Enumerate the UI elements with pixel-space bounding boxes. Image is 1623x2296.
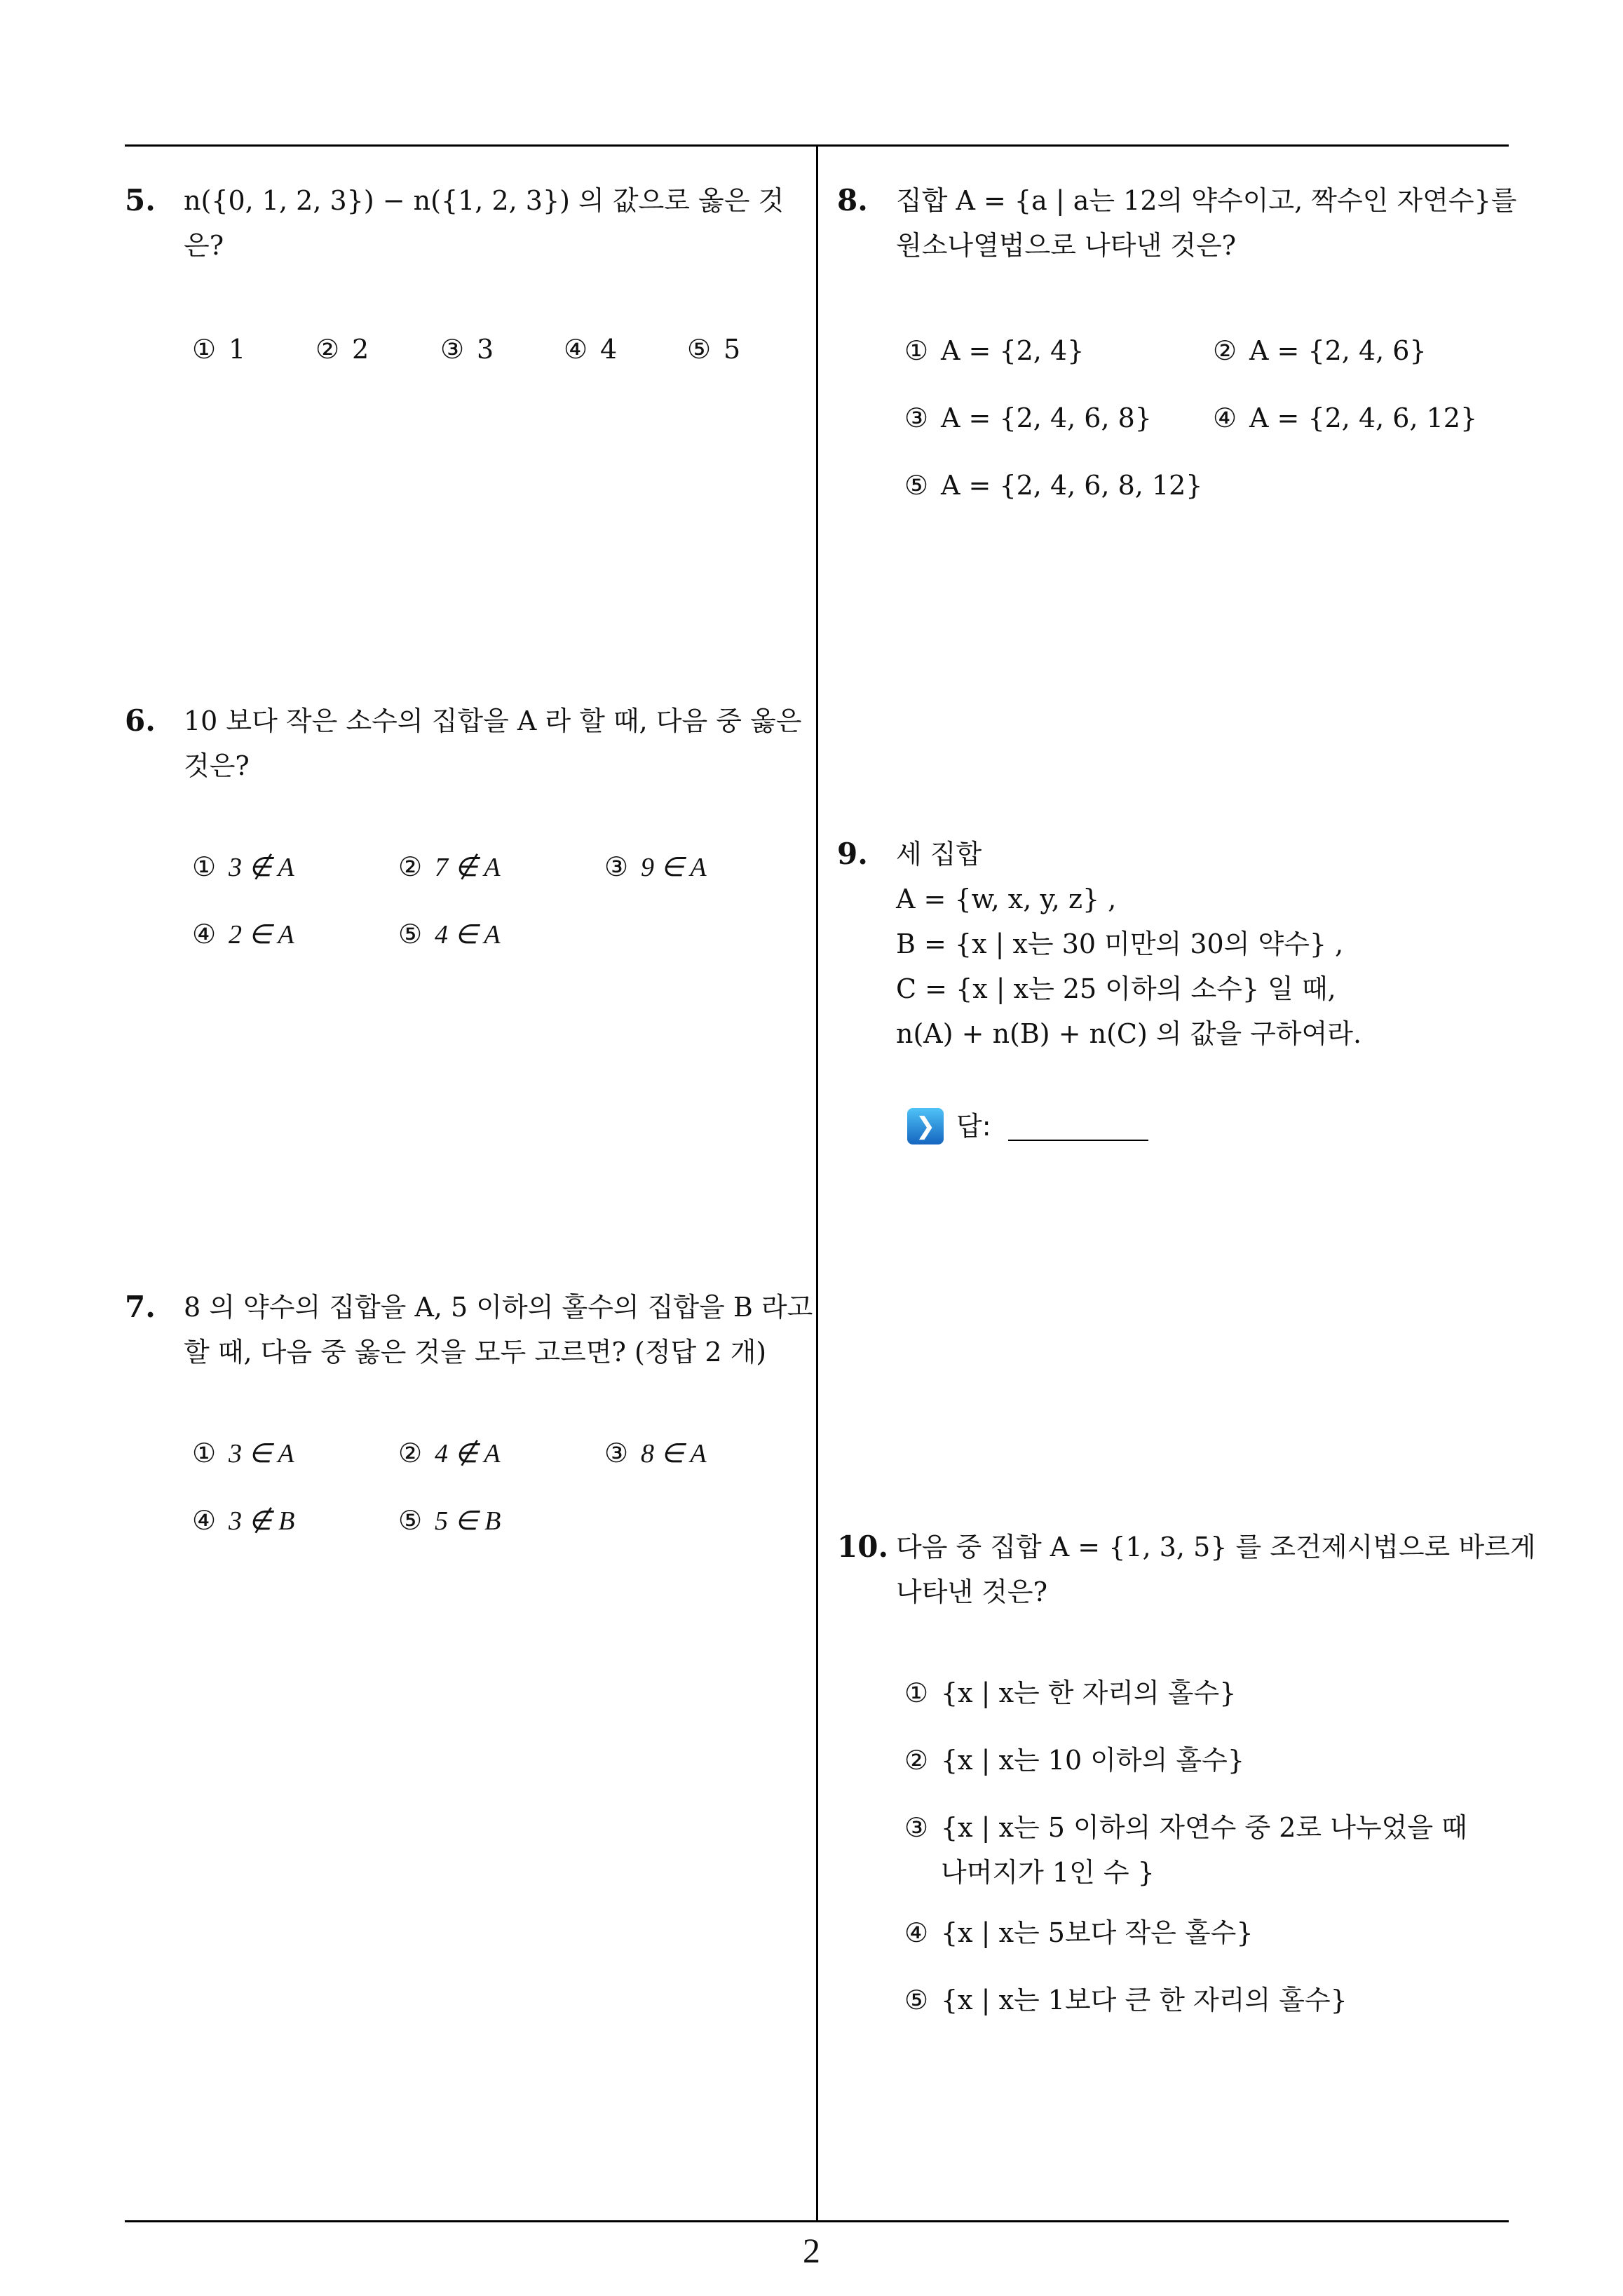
choice-5[interactable] — [398, 1498, 501, 1544]
choice-2[interactable] — [904, 1738, 1244, 1783]
choice-mark: ② — [1213, 335, 1237, 366]
choice-text: 7 ∉ A — [435, 853, 501, 882]
choice-text: 3 ∈ A — [229, 1439, 294, 1468]
choice-mark: ⑤ — [687, 334, 712, 365]
stem-line: 8 의 약수의 집합을 A, 5 이하의 홀수의 집합을 B 라고 — [184, 1292, 813, 1323]
stem-line: n({0, 1, 2, 3}) − n({1, 2, 3}) 의 값으로 옳은 것 — [184, 185, 785, 216]
stem-line: 것은? — [184, 750, 250, 781]
choice-text: 2 — [352, 334, 369, 365]
answer-blank[interactable] — [1008, 1112, 1148, 1141]
choice-5[interactable] — [904, 463, 1203, 508]
choice-text: 1 — [229, 334, 246, 365]
choice-mark: ③ — [440, 334, 465, 365]
choice-text: 2 ∈ A — [229, 920, 294, 950]
choice-3[interactable] — [440, 327, 494, 372]
question-number: 5. — [125, 183, 156, 217]
question-10 — [837, 1525, 1536, 2044]
question-stem — [184, 1285, 813, 1375]
choice-text: 4 — [600, 334, 618, 365]
choice-5[interactable] — [687, 327, 740, 372]
choice-text: A = {2, 4, 6, 12} — [1249, 403, 1478, 433]
choice-2[interactable] — [398, 844, 501, 890]
question-stem — [896, 1525, 1535, 1614]
choice-mark: ④ — [564, 334, 588, 365]
choice-4[interactable] — [564, 327, 617, 372]
column-divider — [816, 144, 818, 2222]
question-stem — [896, 178, 1517, 268]
stem-line: 나타낸 것은? — [896, 1576, 1047, 1607]
choice-mark: ① — [904, 335, 929, 366]
choice-mark: ④ — [192, 919, 217, 950]
question-5 — [125, 178, 812, 365]
stem-line: 할 때, 다음 중 옳은 것을 모두 고르면? (정답 2 개) — [184, 1337, 767, 1368]
answer-row — [907, 1104, 1148, 1149]
question-9 — [837, 832, 1510, 1168]
stem-line: 원소나열법으로 나타낸 것은? — [896, 230, 1237, 261]
question-stem — [184, 698, 802, 788]
choice-text: A = {2, 4, 6} — [1249, 335, 1427, 366]
choice-mark: ① — [192, 334, 217, 365]
choice-text: 3 — [477, 334, 494, 365]
choice-mark: ② — [398, 851, 423, 882]
question-7 — [125, 1285, 812, 1565]
choice-1[interactable] — [192, 327, 245, 372]
choice-mark: ④ — [904, 1917, 929, 1948]
choice-text: 3 ∉ A — [229, 853, 294, 882]
choice-text: 5 — [724, 334, 741, 365]
choice-mark: ③ — [904, 403, 929, 433]
stem-line: A = {w, x, y, z} , — [896, 884, 1117, 914]
choice-1[interactable] — [192, 1431, 294, 1476]
choice-text: A = {2, 4, 6, 8, 12} — [941, 470, 1203, 501]
choice-mark: ② — [315, 334, 340, 365]
choice-3[interactable] — [604, 1431, 707, 1476]
choice-mark: ① — [192, 851, 217, 882]
bottom-rule — [125, 2220, 1509, 2222]
choice-mark: ③ — [604, 851, 629, 882]
choice-mark: ④ — [1213, 403, 1237, 433]
choice-2[interactable] — [315, 327, 369, 372]
choice-1[interactable] — [904, 1670, 1236, 1715]
choice-1[interactable] — [192, 844, 294, 890]
chevron-right-icon: ❯ — [907, 1108, 944, 1144]
choice-text: {x | x는 10 이하의 홀수} — [941, 1745, 1245, 1776]
question-stem — [896, 832, 1361, 1056]
choice-mark: ① — [904, 1677, 929, 1708]
choice-text-continued: 나머지가 1인 수 } — [941, 1857, 1155, 1888]
stem-line: 세 집합 — [896, 839, 982, 870]
question-number: 10. — [837, 1529, 889, 1564]
choice-text: 5 ∈ B — [435, 1506, 501, 1536]
answer-label: 답: — [956, 1111, 991, 1142]
choice-mark: ⑤ — [398, 919, 423, 950]
choice-text: {x | x는 5보다 작은 홀수} — [941, 1917, 1254, 1948]
choice-mark: ④ — [192, 1505, 217, 1536]
choice-text: 8 ∈ A — [641, 1439, 707, 1468]
stem-line: 집합 A = {a | a는 12의 약수이고, 짝수인 자연수}를 — [896, 185, 1517, 216]
choice-4[interactable] — [192, 1498, 294, 1544]
choice-4[interactable] — [192, 912, 294, 957]
stem-line: 10 보다 작은 소수의 집합을 A 라 할 때, 다음 중 옳은 — [184, 705, 802, 736]
choice-text: {x | x는 5 이하의 자연수 중 2로 나누었을 때 — [941, 1812, 1467, 1843]
choice-4[interactable] — [904, 1910, 1254, 1955]
choice-text: 9 ∈ A — [641, 853, 707, 882]
choice-mark: ① — [192, 1438, 217, 1468]
question-8 — [837, 178, 1517, 515]
choice-4[interactable] — [1213, 396, 1477, 440]
choice-5[interactable] — [398, 912, 501, 957]
stem-line: 다음 중 집합 A = {1, 3, 5} 를 조건제시법으로 바르게 — [896, 1532, 1536, 1562]
stem-line: C = {x | x는 25 이하의 소수} 일 때, — [896, 973, 1336, 1004]
choice-text: {x | x는 1보다 큰 한 자리의 홀수} — [941, 1985, 1347, 2015]
stem-line: n(A) + n(B) + n(C) 의 값을 구하여라. — [896, 1018, 1362, 1049]
choice-text: {x | x는 한 자리의 홀수} — [941, 1677, 1237, 1708]
question-number: 7. — [125, 1290, 156, 1324]
choice-text: 3 ∉ B — [229, 1506, 295, 1536]
choice-2[interactable] — [1213, 328, 1427, 373]
question-number: 6. — [125, 703, 156, 738]
choice-2[interactable] — [398, 1431, 501, 1476]
choice-mark: ③ — [904, 1812, 929, 1843]
choice-mark: ③ — [604, 1438, 629, 1468]
choice-mark: ⑤ — [398, 1505, 423, 1536]
choice-1[interactable] — [904, 328, 1084, 373]
choice-3[interactable] — [904, 1805, 1467, 1895]
choice-text: A = {2, 4} — [941, 335, 1085, 366]
choice-mark: ⑤ — [904, 1985, 929, 2015]
stem-line: B = {x | x는 30 미만의 30의 약수} , — [896, 928, 1344, 959]
choice-5[interactable] — [904, 1978, 1347, 2022]
question-number: 9. — [837, 837, 868, 871]
choice-text: A = {2, 4, 6, 8} — [941, 403, 1152, 433]
choice-mark: ⑤ — [904, 470, 929, 501]
choice-mark: ② — [398, 1438, 423, 1468]
choice-text: 4 ∉ A — [435, 1439, 501, 1468]
page-number: 2 — [803, 2231, 820, 2270]
question-number: 8. — [837, 183, 868, 217]
stem-line: 은? — [184, 230, 224, 261]
choice-3[interactable] — [604, 844, 707, 890]
choice-text: 4 ∈ A — [435, 920, 501, 950]
choice-3[interactable] — [904, 396, 1152, 440]
question-stem — [184, 178, 784, 268]
choice-mark: ② — [904, 1745, 929, 1776]
question-6 — [125, 698, 812, 979]
